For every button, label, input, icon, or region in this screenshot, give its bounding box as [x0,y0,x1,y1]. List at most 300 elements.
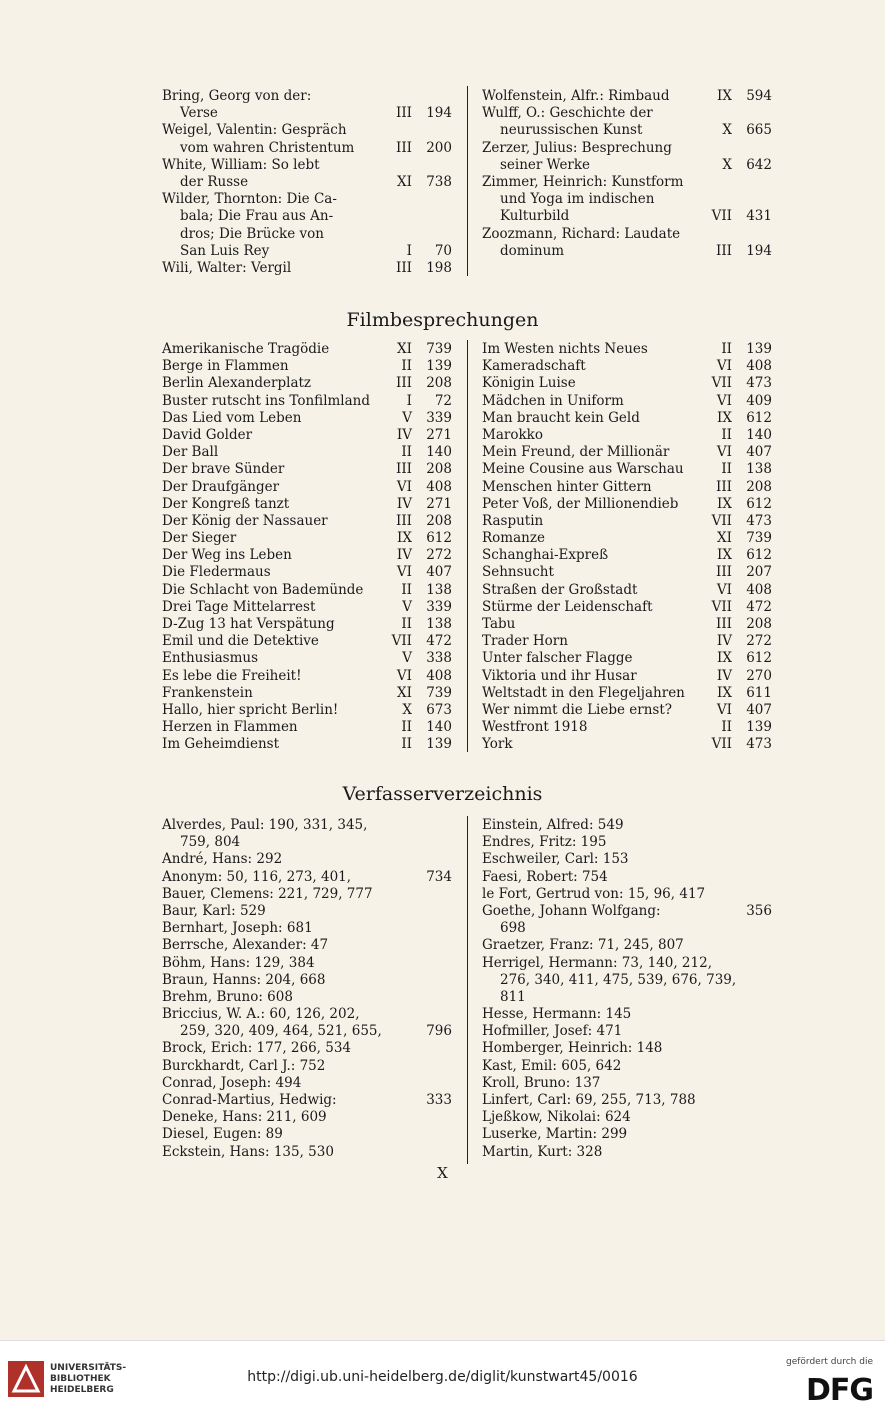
entry-text: Weltstadt in den Flegeljahren [482,684,685,701]
entry-text: Wulff, O.: Geschichte der [482,105,653,122]
entry-text: Man braucht kein Geld [482,409,640,426]
entry-page: 594 [746,88,772,104]
entry-page: 271 [426,495,452,512]
entry-page: 739 [746,530,772,547]
entry-volume: II [721,426,732,443]
index-entry [162,1144,452,1161]
column-film-left [162,341,452,754]
index-entry [482,226,772,243]
index-entry [482,903,772,920]
index-entry [162,157,452,174]
index-entry [482,1058,772,1075]
entry-text: Hofmiller, Josef: 471 [482,1023,623,1040]
entry-volume: VII [391,633,412,650]
entry-text: seiner Werke [500,156,591,173]
index-entry [162,1092,452,1109]
column-authors-left [162,817,452,1161]
entry-volume: IX [717,409,732,426]
entry-volume: II [721,341,732,357]
entry-text: Königin Luise [482,375,576,392]
entry-page: 208 [746,616,772,632]
index-entry [162,208,452,225]
sponsor-label: gefördert durch die [786,1357,873,1367]
entry-text: Einstein, Alfred: 549 [482,817,624,833]
entry-text: Das Lied vom Leben [162,409,302,426]
column-top-left [162,88,452,277]
entry-page: 194 [746,242,772,259]
index-entry [482,444,772,461]
entry-text: 811 [500,988,526,1005]
entry-text: Wolfenstein, Alfr.: Rimbaud [482,88,670,104]
index-entry [162,530,452,547]
column-divider [467,86,468,276]
index-entry [482,1109,772,1126]
index-entry [162,375,452,392]
index-entry [162,140,452,157]
entry-text: Menschen hinter Gittern [482,478,652,495]
entry-volume: II [721,461,732,478]
entry-page: 270 [746,667,772,684]
entry-text: Alverdes, Paul: 190, 331, 345, [162,817,368,833]
entry-text: Frankenstein [162,684,253,701]
entry-volume: III [716,616,732,632]
index-entry [162,668,452,685]
entry-text: Rasputin [482,512,544,529]
entry-text: Westfront 1918 [482,719,588,736]
index-entry [482,208,772,225]
index-entry [162,174,452,191]
index-entry [162,496,452,513]
heading-author-index: Verfasserverzeichnis [342,783,543,805]
index-entry [162,702,452,719]
entry-text: Conrad, Joseph: 494 [162,1074,302,1091]
index-entry [482,1006,772,1023]
index-entry [482,479,772,496]
index-entry [482,191,772,208]
entry-volume: V [402,598,412,615]
entry-text: Amerikanische Tragödie [162,341,330,357]
index-entry [162,851,452,868]
entry-page: 739 [426,684,452,701]
entry-page: 431 [746,208,772,225]
entry-volume: II [401,736,412,753]
index-entry [482,972,772,989]
entry-text: Wer nimmt die Liebe ernst? [482,701,673,718]
entry-text: Burckhardt, Carl J.: 752 [162,1057,326,1074]
entry-text: White, William: So lebt [162,156,320,173]
entry-volume: VII [711,736,732,753]
entry-text: dominum [500,242,565,259]
index-entry [482,736,772,753]
entry-text: Weigel, Valentin: Gespräch [162,122,347,139]
entry-page: 140 [426,444,452,461]
index-entry [482,358,772,375]
entry-text: Baur, Karl: 529 [162,902,266,919]
entry-page: 612 [746,409,772,426]
entry-page: 200 [426,139,452,156]
index-entry [482,496,772,513]
entry-page: 472 [426,633,452,650]
index-entry [162,427,452,444]
index-entry [482,955,772,972]
entry-text: Bring, Georg von der: [162,88,312,104]
entry-page: 665 [746,122,772,139]
index-entry [482,427,772,444]
entry-volume: X [402,701,412,718]
entry-text: Wili, Walter: Vergil [162,259,292,276]
entry-page: 139 [746,341,772,357]
entry-page: 408 [746,581,772,598]
entry-page: 407 [746,701,772,718]
entry-page: 138 [746,461,772,478]
library-name: UNIVERSITÄTS- BIBLIOTHEK HEIDELBERG [50,1363,127,1395]
index-entry [482,122,772,139]
entry-volume: VI [396,667,412,684]
entry-volume: VII [711,208,732,225]
index-entry [162,393,452,410]
entry-page: 612 [426,530,452,547]
entry-text: Viktoria und ihr Husar [482,667,637,684]
column-film-right [482,341,772,754]
entry-text: Zerzer, Julius: Besprechung [482,139,672,156]
entry-volume: XI [397,684,412,701]
entry-volume: VI [716,358,732,375]
index-entry [482,1023,772,1040]
entry-page: 139 [746,719,772,736]
entry-page: 473 [746,512,772,529]
index-entry [482,461,772,478]
index-entry [162,341,452,358]
entry-page: 673 [426,701,452,718]
index-entry [162,1006,452,1023]
entry-volume: III [716,478,732,495]
entry-text: Homberger, Heinrich: 148 [482,1040,663,1057]
entry-volume: III [396,375,412,392]
index-entry [482,375,772,392]
entry-page: 339 [426,409,452,426]
index-entry [482,410,772,427]
entry-volume: IX [397,530,412,547]
entry-page: 409 [746,392,772,409]
entry-text: Eckstein, Hans: 135, 530 [162,1143,334,1160]
index-entry [162,989,452,1006]
index-entry [482,547,772,564]
index-entry [162,513,452,530]
index-entry [162,582,452,599]
entry-text: Conrad-Martius, Hedwig: [162,1092,337,1108]
entry-text: Der Sieger [162,530,237,547]
entry-page: 198 [426,259,452,276]
entry-volume: IV [716,667,732,684]
entry-text: Kast, Emil: 605, 642 [482,1057,622,1074]
entry-page: 207 [746,564,772,581]
index-entry [162,817,452,834]
entry-volume: I [406,242,412,259]
column-authors-right [482,817,772,1161]
index-entry [482,88,772,105]
entry-text: Es lebe die Freiheit! [162,667,302,684]
index-entry [482,341,772,358]
entry-page: 738 [426,173,452,190]
entry-text: David Golder [162,426,253,443]
entry-text: Diesel, Eugen: 89 [162,1126,283,1143]
entry-text: Schanghai-Expreß [482,547,609,564]
entry-volume: III [396,512,412,529]
entry-volume: I [406,392,412,409]
entry-page: 140 [426,719,452,736]
index-entry [482,668,772,685]
entry-text: Wilder, Thornton: Die Ca- [162,191,337,208]
entry-text: Kameradschaft [482,358,586,375]
entry-volume: VI [716,701,732,718]
entry-text: Brock, Erich: 177, 266, 534 [162,1040,352,1057]
index-entry [162,937,452,954]
entry-text: Linfert, Carl: 69, 255, 713, 788 [482,1092,696,1108]
entry-text: dros; Die Brücke von [180,225,324,242]
entry-volume: VI [396,478,412,495]
index-entry [482,1092,772,1109]
index-entry [162,955,452,972]
entry-page: 208 [426,512,452,529]
entry-text: vom wahren Christentum [180,139,355,156]
entry-text: Drei Tage Mittelarrest [162,598,316,615]
entry-text: Der Ball [162,444,219,461]
entry-volume: III [396,259,412,276]
entry-page: 194 [426,105,452,122]
entry-text: Trader Horn [482,633,568,650]
entry-text: Romanze [482,530,545,547]
entry-text: Eschweiler, Carl: 153 [482,851,629,868]
entry-text: Der König der Nassauer [162,512,328,529]
entry-page: 140 [746,426,772,443]
index-entry [482,1075,772,1092]
entry-text: und Yoga im indischen [500,191,655,208]
index-entry [482,851,772,868]
entry-volume: II [401,444,412,461]
index-entry [482,174,772,191]
entry-text: Marokko [482,426,543,443]
index-entry [482,582,772,599]
entry-text: Mein Freund, der Millionär [482,444,670,461]
entry-volume: XI [717,530,732,547]
entry-volume: VII [711,375,732,392]
index-entry [482,685,772,702]
entry-page: 272 [746,633,772,650]
entry-page: 271 [426,426,452,443]
entry-page: 611 [746,684,772,701]
entry-volume: III [396,105,412,122]
entry-text: Hallo, hier spricht Berlin! [162,701,339,718]
index-entry [162,1109,452,1126]
entry-text: Martin, Kurt: 328 [482,1143,603,1160]
entry-volume: III [396,139,412,156]
entry-page: 356 [746,902,772,919]
index-entry [162,191,452,208]
entry-text: Anonym: 50, 116, 273, 401, [162,868,352,885]
entry-text: Meine Cousine aus Warschau [482,461,684,478]
entry-text: Endres, Fritz: 195 [482,834,607,851]
entry-text: San Luis Rey [180,242,270,259]
index-entry [162,599,452,616]
index-entry [482,616,772,633]
entry-volume: II [401,581,412,598]
entry-text: Brehm, Bruno: 608 [162,988,293,1005]
entry-text: Ljeßkow, Nikolai: 624 [482,1109,631,1126]
entry-page: 138 [426,616,452,632]
entry-volume: II [401,616,412,632]
index-entry [482,650,772,667]
entry-text: Sehnsucht [482,564,554,581]
index-entry [482,702,772,719]
index-entry [162,685,452,702]
index-entry [162,1075,452,1092]
index-entry [162,650,452,667]
index-entry [162,834,452,851]
index-entry [162,564,452,581]
entry-page: 208 [426,375,452,392]
index-entry [482,393,772,410]
entry-text: 276, 340, 411, 475, 539, 676, 739, [500,971,737,988]
entry-text: Briccius, W. A.: 60, 126, 202, [162,1006,360,1023]
entry-text: Braun, Hanns: 204, 668 [162,971,326,988]
index-entry [482,989,772,1006]
entry-page: 473 [746,375,772,392]
entry-text: Mädchen in Uniform [482,392,624,409]
entry-volume: XI [397,341,412,357]
entry-page: 734 [426,868,452,885]
entry-volume: V [402,409,412,426]
index-entry [162,736,452,753]
entry-page: 739 [426,341,452,357]
entry-text: neurussischen Kunst [500,122,643,139]
entry-page: 272 [426,547,452,564]
index-entry [482,817,772,834]
source-url-link[interactable]: http://digi.ub.uni-heidelberg.de/diglit/kunstwart45/0016 [247,1369,638,1385]
entry-volume: II [721,719,732,736]
entry-text: le Fort, Gertrud von: 15, 96, 417 [482,885,706,902]
entry-text: Luserke, Martin: 299 [482,1126,628,1143]
entry-page: 338 [426,650,452,667]
entry-page: 473 [746,736,772,753]
entry-text: Herzen in Flammen [162,719,298,736]
index-entry [482,1126,772,1143]
entry-text: Bernhart, Joseph: 681 [162,920,313,937]
index-entry [162,410,452,427]
entry-volume: II [401,358,412,375]
index-entry [482,530,772,547]
index-entry [482,243,772,260]
entry-text: Deneke, Hans: 211, 609 [162,1109,327,1126]
entry-volume: III [716,564,732,581]
viewer-footer [0,1340,885,1414]
entry-page: 339 [426,598,452,615]
entry-text: Goethe, Johann Wolfgang: [482,902,661,919]
entry-page: 333 [426,1092,452,1108]
column-top-right [482,88,772,260]
entry-page: 139 [426,736,452,753]
entry-volume: VI [396,564,412,581]
index-entry [482,920,772,937]
index-entry [482,869,772,886]
entry-text: York [482,736,513,753]
index-entry [482,157,772,174]
entry-volume: V [402,650,412,667]
entry-volume: IX [717,547,732,564]
page-number: X [437,1164,448,1182]
entry-volume: IV [716,633,732,650]
entry-page: 70 [434,242,452,259]
index-entry [482,564,772,581]
entry-text: Stürme der Leidenschaft [482,598,653,615]
dfg-logo: DFG [805,1373,873,1408]
entry-volume: IX [717,88,732,104]
entry-page: 408 [426,667,452,684]
entry-text: Herrigel, Hermann: 73, 140, 212, [482,954,712,971]
entry-page: 612 [746,650,772,667]
entry-text: Faesi, Robert: 754 [482,868,608,885]
entry-text: 259, 320, 409, 464, 521, 655, [180,1023,382,1040]
index-entry [162,616,452,633]
entry-text: Der Weg ins Leben [162,547,292,564]
entry-page: 407 [426,564,452,581]
index-entry [482,719,772,736]
entry-text: Enthusiasmus [162,650,259,667]
heading-film-reviews: Filmbesprechungen [346,309,539,331]
entry-text: Zimmer, Heinrich: Kunstform [482,173,684,190]
index-entry [162,105,452,122]
entry-text: der Russe [180,173,249,190]
entry-volume: IX [717,684,732,701]
index-entry [162,226,452,243]
index-entry [162,547,452,564]
index-entry [482,886,772,903]
entry-volume: VII [711,512,732,529]
entry-text: 698 [500,920,526,937]
index-entry [162,260,452,277]
entry-page: 208 [426,461,452,478]
entry-volume: X [722,122,732,139]
entry-page: 612 [746,547,772,564]
entry-volume: III [396,461,412,478]
entry-text: André, Hans: 292 [162,851,283,868]
index-entry [482,834,772,851]
entry-text: Hesse, Hermann: 145 [482,1006,632,1023]
entry-text: Emil und die Detektive [162,633,319,650]
entry-page: 612 [746,495,772,512]
entry-text: Im Geheimdienst [162,736,279,753]
index-entry [482,937,772,954]
entry-text: Der Draufgänger [162,478,280,495]
index-entry [482,140,772,157]
entry-text: Buster rutscht ins Tonfilmland [162,392,371,409]
entry-text: D-Zug 13 hat Verspätung [162,616,335,632]
entry-volume: VI [716,444,732,461]
index-entry [162,1040,452,1057]
entry-page: 407 [746,444,772,461]
index-entry [482,1040,772,1057]
entry-page: 796 [426,1023,452,1040]
entry-volume: II [401,719,412,736]
entry-volume: IX [717,495,732,512]
index-entry [162,358,452,375]
entry-text: Berge in Flammen [162,358,289,375]
entry-text: Verse [180,105,218,122]
index-entry [162,444,452,461]
entry-text: Der Kongreß tanzt [162,495,290,512]
entry-page: 138 [426,581,452,598]
entry-page: 208 [746,478,772,495]
entry-text: Berlin Alexanderplatz [162,375,312,392]
